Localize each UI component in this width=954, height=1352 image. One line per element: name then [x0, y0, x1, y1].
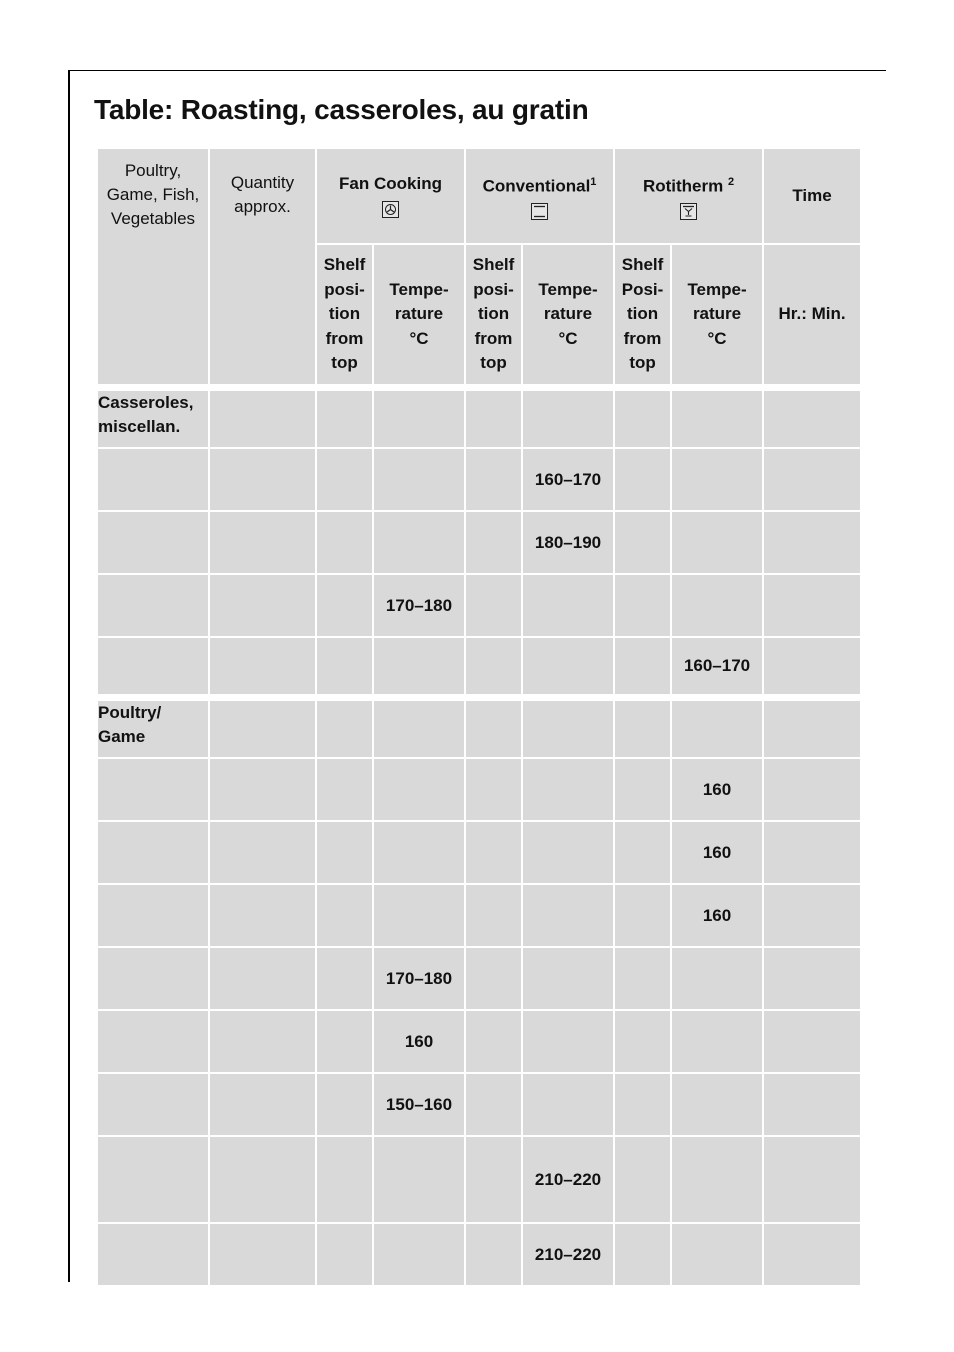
table-cell	[209, 1010, 316, 1073]
table-cell	[763, 1073, 861, 1136]
table-cell	[465, 574, 522, 637]
table-cell	[614, 884, 671, 947]
table-cell	[209, 821, 316, 884]
table-cell	[209, 1073, 316, 1136]
subheader-time-unit	[763, 244, 861, 387]
roti-temp-cell: 160–170	[671, 637, 763, 697]
conv-temp-cell	[522, 884, 614, 947]
table-cell	[373, 387, 465, 448]
table-row	[97, 1073, 861, 1136]
header-text-line: Vegetables	[110, 209, 196, 228]
table-cell	[614, 947, 671, 1010]
conv-temp-cell	[522, 821, 614, 884]
subheader-text-line: posi-	[473, 279, 514, 299]
footnote-2: 2	[727, 175, 735, 188]
table-cell	[209, 758, 316, 821]
table-cell	[522, 697, 614, 758]
footnote-1: 1	[590, 175, 597, 188]
table-row	[97, 884, 861, 947]
table-cell	[316, 947, 373, 1010]
table-cell	[209, 884, 316, 947]
table-cell	[763, 697, 861, 758]
table-cell	[465, 387, 522, 448]
roti-temp-cell	[671, 1073, 763, 1136]
time-label: Time	[792, 186, 832, 205]
section-label-row	[97, 697, 861, 758]
subheader-text-line: from	[474, 328, 513, 348]
table-cell	[316, 821, 373, 884]
table-cell	[97, 947, 209, 1010]
fan-temp-cell: 170–180	[373, 947, 465, 1010]
table-cell	[671, 697, 763, 758]
conventional-label: Conventional	[482, 176, 591, 196]
table-cell	[209, 448, 316, 511]
subheader-text-line: Shelf	[621, 255, 664, 274]
table-cell	[522, 387, 614, 448]
table-cell	[614, 511, 671, 574]
table-cell	[614, 574, 671, 637]
subheader-text-line: tion	[328, 304, 361, 323]
roti-temp-cell: 160	[671, 821, 763, 884]
subheader-text-line: Hr.: Min.	[778, 304, 846, 323]
table-row	[97, 637, 861, 697]
conv-temp-cell	[522, 574, 614, 637]
table-cell	[97, 1010, 209, 1073]
header-rotitherm	[614, 148, 763, 244]
table-cell	[209, 387, 316, 448]
left-margin-rule	[68, 70, 70, 1282]
table-cell	[763, 1136, 861, 1223]
table-cell	[614, 697, 671, 758]
subheader-text-line: Posi-	[621, 279, 664, 299]
header-quantity	[209, 148, 316, 387]
subheader-text-line: Tempe-	[538, 279, 598, 299]
table-cell	[763, 1223, 861, 1286]
subheader-text-line: top	[629, 353, 656, 372]
table-body	[97, 387, 861, 1286]
conv-temp-cell	[522, 1073, 614, 1136]
table-cell	[614, 821, 671, 884]
subheader-temp-fan	[373, 244, 465, 387]
header-fan-cooking	[316, 148, 465, 244]
subheader-shelf-rotitherm	[614, 244, 671, 387]
roti-temp-cell	[671, 448, 763, 511]
table-cell	[97, 1223, 209, 1286]
table-cell	[316, 697, 373, 758]
header-text-line: Poultry,	[124, 161, 182, 180]
table-cell	[97, 448, 209, 511]
table-cell	[465, 821, 522, 884]
fan-temp-cell	[373, 1223, 465, 1286]
table-cell	[614, 1136, 671, 1223]
fan-cooking-icon	[382, 201, 399, 218]
fan-temp-cell: 150–160	[373, 1073, 465, 1136]
table-cell	[763, 387, 861, 448]
header-row	[97, 148, 861, 244]
table-cell	[97, 758, 209, 821]
conventional-icon	[531, 203, 548, 220]
roti-temp-cell: 160	[671, 758, 763, 821]
header-time	[763, 148, 861, 244]
fan-cooking-label: Fan Cooking	[339, 174, 442, 193]
fan-temp-cell: 170–180	[373, 574, 465, 637]
table-cell	[316, 1136, 373, 1223]
roti-temp-cell: 160	[671, 884, 763, 947]
top-rule	[68, 70, 886, 71]
table-cell	[465, 1010, 522, 1073]
roti-temp-cell	[671, 574, 763, 637]
header-text-line: Quantity	[230, 173, 295, 192]
table-cell	[763, 511, 861, 574]
roti-temp-cell	[671, 1136, 763, 1223]
table-cell	[316, 1073, 373, 1136]
conv-temp-cell: 210–220	[522, 1223, 614, 1286]
table-row	[97, 821, 861, 884]
table-cell	[316, 1223, 373, 1286]
table-cell	[97, 574, 209, 637]
header-text-line: Game, Fish,	[106, 185, 200, 204]
table-row	[97, 511, 861, 574]
subheader-text-line: °C	[558, 328, 578, 348]
fan-temp-cell	[373, 637, 465, 697]
table-row	[97, 758, 861, 821]
subheader-shelf-conventional	[465, 244, 522, 387]
table-cell	[316, 758, 373, 821]
conv-temp-cell	[522, 1010, 614, 1073]
section-label-line: Game	[98, 726, 146, 746]
section-label-line: miscellan.	[98, 416, 181, 436]
table-cell	[763, 637, 861, 697]
table-row	[97, 947, 861, 1010]
fan-temp-cell: 160	[373, 1010, 465, 1073]
subheader-text-line: Shelf	[472, 255, 515, 274]
table-cell	[97, 1136, 209, 1223]
table-cell	[316, 884, 373, 947]
subheader-shelf-fan	[316, 244, 373, 387]
table-cell	[763, 821, 861, 884]
rotitherm-label: Rotitherm	[642, 176, 724, 196]
table-cell	[465, 448, 522, 511]
roti-temp-cell	[671, 1010, 763, 1073]
conv-temp-cell	[522, 947, 614, 1010]
conv-temp-cell: 210–220	[522, 1136, 614, 1223]
table-cell	[316, 1010, 373, 1073]
table-cell	[209, 947, 316, 1010]
table-cell	[373, 697, 465, 758]
table-cell	[97, 1073, 209, 1136]
roti-temp-cell	[671, 947, 763, 1010]
subheader-text-line: °C	[409, 328, 429, 348]
subheader-temp-conventional	[522, 244, 614, 387]
table-row	[97, 1223, 861, 1286]
subheader-text-line: °C	[707, 328, 727, 348]
table-cell	[614, 758, 671, 821]
table-row	[97, 1136, 861, 1223]
table-cell	[465, 758, 522, 821]
subheader-text-line: Tempe-	[687, 279, 747, 299]
table-cell	[465, 947, 522, 1010]
fan-temp-cell	[373, 821, 465, 884]
conv-temp-cell	[522, 758, 614, 821]
table-cell	[209, 1136, 316, 1223]
table-cell	[209, 697, 316, 758]
table-cell	[763, 758, 861, 821]
subheader-text-line: tion	[477, 304, 510, 323]
table-cell	[465, 1223, 522, 1286]
roti-temp-cell	[671, 1223, 763, 1286]
table-cell	[671, 387, 763, 448]
table-cell	[316, 511, 373, 574]
table-cell	[465, 637, 522, 697]
table-cell	[763, 448, 861, 511]
section-label	[97, 387, 209, 448]
roti-temp-cell	[671, 511, 763, 574]
conv-temp-cell	[522, 637, 614, 697]
table-cell	[209, 511, 316, 574]
page-title: Table: Roasting, casseroles, au gratin	[94, 94, 589, 125]
table-cell	[614, 387, 671, 448]
table-cell	[316, 387, 373, 448]
table-cell	[614, 637, 671, 697]
table-cell	[316, 574, 373, 637]
subheader-text-line: rature	[394, 304, 444, 323]
rotitherm-icon	[680, 203, 697, 220]
subheader-text-line: rature	[692, 304, 742, 323]
subheader-text-line: Shelf	[323, 255, 366, 274]
table-cell	[209, 1223, 316, 1286]
subheader-text-line: from	[325, 328, 364, 348]
table-cell	[763, 947, 861, 1010]
table-cell	[614, 448, 671, 511]
table-cell	[97, 821, 209, 884]
table-cell	[465, 884, 522, 947]
subheader-text-line: rature	[543, 304, 593, 323]
table-cell	[209, 637, 316, 697]
subheader-text-line: tion	[626, 304, 659, 323]
table-cell	[465, 511, 522, 574]
subheader-temp-rotitherm	[671, 244, 763, 387]
table-cell	[763, 1010, 861, 1073]
table-cell	[97, 884, 209, 947]
fan-temp-cell	[373, 448, 465, 511]
table-cell	[614, 1010, 671, 1073]
header-text-line: approx.	[234, 197, 291, 216]
section-label	[97, 697, 209, 758]
fan-temp-cell	[373, 511, 465, 574]
table-row	[97, 1010, 861, 1073]
table-cell	[97, 637, 209, 697]
table-row	[97, 448, 861, 511]
table-cell	[465, 1136, 522, 1223]
subheader-text-line: Tempe-	[389, 279, 449, 299]
fan-temp-cell	[373, 758, 465, 821]
conv-temp-cell: 160–170	[522, 448, 614, 511]
table-cell	[614, 1223, 671, 1286]
roasting-table	[96, 147, 862, 1287]
table-cell	[465, 1073, 522, 1136]
header-conventional	[465, 148, 614, 244]
section-label-row	[97, 387, 861, 448]
section-label-line: Casseroles,	[98, 392, 194, 412]
table-cell	[316, 637, 373, 697]
table-cell	[465, 697, 522, 758]
fan-temp-cell	[373, 884, 465, 947]
subheader-text-line: top	[331, 353, 358, 372]
table-cell	[316, 448, 373, 511]
table-cell	[209, 574, 316, 637]
table-row	[97, 574, 861, 637]
table-cell	[763, 574, 861, 637]
subheader-text-line: top	[480, 353, 507, 372]
table-cell	[763, 884, 861, 947]
conv-temp-cell: 180–190	[522, 511, 614, 574]
subheader-text-line: from	[623, 328, 662, 348]
fan-temp-cell	[373, 1136, 465, 1223]
table-cell	[97, 511, 209, 574]
header-food-type	[97, 148, 209, 387]
section-label-line: Poultry/	[98, 702, 162, 722]
table-cell	[614, 1073, 671, 1136]
subheader-text-line: posi-	[324, 279, 365, 299]
